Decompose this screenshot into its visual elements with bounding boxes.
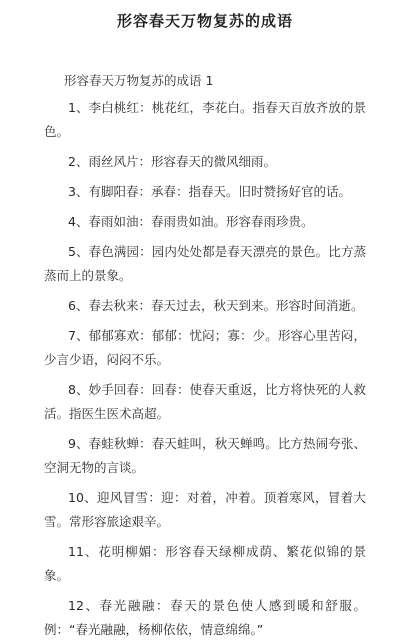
- idiom-entry: 9、春蛙秋蝉：春天蛙叫，秋天蝉鸣。比方热闹夸张、空洞无物的言谈。: [44, 436, 366, 475]
- idiom-entry: 7、郁郁寡欢：郁郁：忧闷；寡：少。形容心里苦闷，少言少语，闷闷不乐。: [44, 328, 366, 367]
- idiom-entry: 8、妙手回春：回春：使春天重返，比方将快死的人救活。指医生医术高超。: [44, 382, 366, 421]
- idiom-entry: 2、雨丝风片：形容春天的微风细雨。: [68, 154, 276, 169]
- section-heading: 形容春天万物复苏的成语 1: [64, 73, 214, 88]
- idiom-list: [44, 96, 366, 642]
- idiom-entry: 6、春去秋来：春天过去，秋天到来。形容时间消逝。: [68, 298, 364, 313]
- idiom-entry: 3、有脚阳春：承春：指春天。旧时赞扬好官的话。: [68, 184, 351, 199]
- idiom-entry: 5、春色满园：园内处处都是春天漂亮的景色。比方蒸蒸而上的景象。: [44, 244, 366, 283]
- idiom-entry: 12、春光融融：春天的景色使人感到暖和舒服。例：“春光融融，杨柳依依，情意绵绵。”: [44, 598, 366, 637]
- idiom-entry: 11、花明柳媚：形容春天绿柳成荫、繁花似锦的景象。: [44, 544, 366, 583]
- idiom-entry: 4、春雨如油：春雨贵如油。形容春雨珍贵。: [68, 214, 314, 229]
- document-title: 形容春天万物复苏的成语: [116, 12, 293, 30]
- idiom-entry: 10、迎风冒雪：迎：对着，冲着。顶着寒风，冒着大雪。常形容旅途艰辛。: [44, 490, 366, 529]
- idiom-entry: 1、李白桃红：桃花红，李花白。指春天百放齐放的景色。: [44, 100, 366, 139]
